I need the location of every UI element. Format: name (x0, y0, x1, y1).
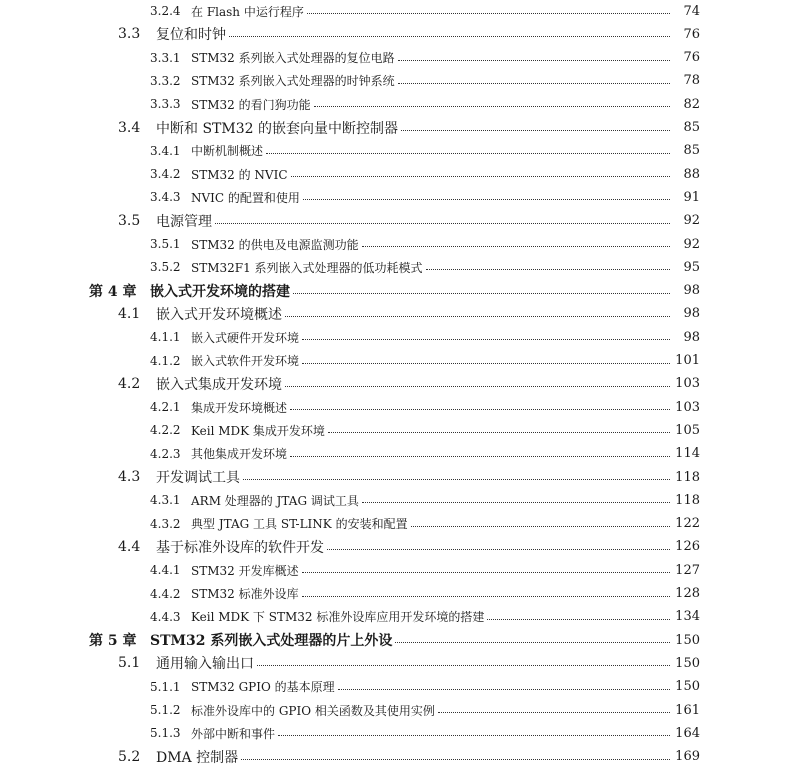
toc-entry-number: 4.2.1 (150, 400, 181, 415)
toc-entry-title: 嵌入式硬件开发环境 (191, 330, 300, 345)
toc-entry-title: 基于标准外设库的软件开发 (156, 539, 324, 556)
toc-entry-number: 3.5.2 (150, 260, 181, 275)
toc-entry-title: Keil MDK 下 STM32 标准外设库应用开发环境的搭建 (191, 610, 485, 625)
toc-leader-dots (266, 153, 670, 154)
toc-entry-page: 85 (683, 143, 700, 159)
toc-entry (0, 559, 792, 581)
toc-entry-number: 3.3.1 (150, 50, 181, 65)
toc-entry (0, 489, 792, 511)
toc-entry-page: 105 (675, 422, 700, 438)
toc-entry-number: 5.1 (118, 655, 141, 672)
toc-entry-number: 4.1 (118, 305, 141, 322)
toc-leader-dots (285, 386, 670, 387)
toc-entry (0, 47, 792, 69)
toc-entry (0, 466, 792, 488)
toc-entry-number: 3.2.4 (150, 4, 181, 18)
toc-entry-title: 开发调试工具 (156, 470, 240, 486)
toc-entry-title: STM32 的供电及电源监测功能 (191, 237, 359, 252)
toc-entry (0, 746, 792, 768)
toc-entry-number: 3.3.3 (150, 97, 181, 112)
toc-entry-page: 126 (675, 539, 700, 555)
toc-leader-dots (362, 502, 670, 503)
toc-entry-page: 92 (683, 236, 700, 252)
toc-entry-title: STM32 GPIO 的基本原理 (191, 680, 335, 695)
toc-entry (0, 163, 792, 185)
toc-entry (0, 186, 792, 208)
toc-leader-dots (243, 479, 670, 480)
toc-entry-number: 3.5.1 (150, 237, 181, 251)
toc-entry (0, 280, 792, 302)
toc-entry-number: 4.3.2 (150, 516, 181, 531)
toc-entry-page: 103 (675, 399, 700, 415)
toc-entry-title: 集成开发环境概述 (191, 400, 288, 415)
toc-leader-dots (293, 293, 670, 294)
toc-leader-dots (278, 735, 670, 736)
toc-leader-dots (398, 60, 670, 61)
toc-leader-dots (302, 572, 670, 573)
toc-entry-title: 通用输入输出口 (156, 656, 254, 673)
toc-leader-dots (302, 596, 670, 597)
toc-entry-number: 4.4.1 (150, 563, 181, 578)
toc-entry-page: 103 (675, 376, 700, 392)
toc-entry-page: 118 (675, 469, 700, 485)
toc-entry-title: Keil MDK 集成开发环境 (191, 423, 325, 438)
toc-entry (0, 233, 792, 255)
toc-entry-number: 4.4 (118, 538, 141, 555)
toc-entry-title: ARM 处理器的 JTAG 调试工具 (191, 493, 359, 508)
toc-entry-page: 76 (683, 26, 700, 42)
toc-entry (0, 140, 792, 162)
toc-entry (0, 70, 792, 92)
toc-entry-page: 127 (675, 562, 700, 578)
toc-entry-page: 161 (675, 702, 700, 718)
toc-leader-dots (241, 759, 670, 760)
toc-entry (0, 0, 792, 22)
toc-entry-page: 122 (675, 516, 700, 532)
toc-entry (0, 536, 792, 558)
toc-entry (0, 93, 792, 115)
toc-entry-number: 4.2.2 (150, 423, 181, 438)
toc-entry-number: 3.4.2 (150, 167, 181, 182)
toc-leader-dots (290, 409, 670, 410)
toc-entry-number: 3.4.3 (150, 190, 181, 205)
toc-entry-number: 4.4.2 (150, 586, 181, 601)
toc-entry-page: 150 (675, 655, 700, 671)
toc-entry-page: 98 (683, 329, 700, 345)
toc-entry-page: 85 (683, 120, 700, 135)
toc-entry (0, 303, 792, 325)
toc-entry-page: 150 (675, 632, 700, 648)
toc-entry (0, 117, 792, 139)
toc-entry-number: 4.3.1 (150, 493, 181, 508)
toc-entry-page: 78 (683, 73, 700, 89)
toc-entry-title: 复位和时钟 (156, 27, 226, 44)
toc-leader-dots (302, 363, 670, 364)
toc-entry-number: 4.3 (118, 469, 141, 485)
toc-leader-dots (257, 665, 670, 666)
toc-entry-page: 114 (675, 446, 700, 462)
toc-entry-number: 5.1.3 (150, 726, 181, 741)
toc-entry-title: 嵌入式软件开发环境 (191, 354, 300, 368)
toc-leader-dots (215, 223, 670, 224)
toc-entry-title: 嵌入式开发环境的搭建 (150, 283, 290, 300)
toc-entry (0, 722, 792, 744)
toc-leader-dots (426, 269, 670, 270)
toc-entry-title: 标准外设库中的 GPIO 相关函数及其使用实例 (191, 703, 435, 718)
toc-entry-title: 嵌入式开发环境概述 (156, 306, 282, 323)
toc-entry-number: 5.1.2 (150, 703, 181, 717)
toc-entry-title: STM32 系列嵌入式处理器的片上外设 (150, 633, 393, 650)
toc-entry-title: 嵌入式集成开发环境 (156, 376, 282, 393)
toc-entry-page: 101 (675, 353, 700, 368)
toc-entry-page: 91 (683, 189, 700, 205)
toc-leader-dots (314, 106, 670, 107)
toc-entry-title: STM32 的 NVIC (191, 167, 288, 182)
toc-leader-dots (398, 83, 670, 84)
toc-entry-page: 92 (683, 213, 700, 229)
toc-entry (0, 350, 792, 372)
toc-leader-dots (302, 339, 670, 340)
toc-leader-dots (229, 36, 670, 37)
toc-leader-dots (395, 642, 670, 643)
toc-leader-dots (487, 619, 670, 620)
toc-entry-title: 中断机制概述 (191, 144, 264, 159)
toc-leader-dots (362, 246, 670, 247)
toc-entry-page: 150 (675, 679, 700, 695)
toc-entry-number: 5.2 (118, 748, 141, 765)
toc-entry-page: 88 (683, 166, 700, 182)
toc-entry-title: 外部中断和事件 (191, 726, 276, 741)
toc-leader-dots (285, 316, 670, 317)
toc-leader-dots (307, 13, 670, 14)
toc-entry (0, 606, 792, 628)
toc-entry-title: STM32 系列嵌入式处理器的时钟系统 (191, 74, 395, 89)
toc-entry-page: 98 (683, 283, 700, 299)
toc-entry-page: 95 (683, 259, 700, 275)
toc-entry-page: 82 (683, 96, 700, 112)
toc-entry (0, 210, 792, 232)
toc-leader-dots (328, 432, 670, 433)
toc-entry-number: 5.1.1 (150, 679, 181, 694)
toc-leader-dots (327, 549, 670, 550)
toc-entry-title: STM32 系列嵌入式处理器的复位电路 (191, 51, 395, 66)
toc-leader-dots (411, 526, 670, 527)
toc-leader-dots (291, 176, 670, 177)
toc-entry (0, 396, 792, 418)
toc-entry-page: 128 (675, 586, 700, 601)
toc-entry-number: 4.4.3 (150, 609, 181, 624)
toc-entry-page: 118 (675, 492, 700, 508)
toc-entry-title: STM32 标准外设库 (191, 587, 299, 601)
toc-entry-title: NVIC 的配置和使用 (191, 190, 300, 205)
toc-entry-title: STM32 开发库概述 (191, 563, 299, 578)
toc-entry (0, 23, 792, 45)
toc-entry-title: 其他集成开发环境 (191, 447, 288, 462)
toc-leader-dots (438, 712, 670, 713)
toc-entry (0, 256, 792, 278)
toc-entry (0, 419, 792, 441)
toc-entry-page: 76 (683, 50, 700, 66)
toc-leader-dots (303, 199, 670, 200)
toc-leader-dots (401, 130, 670, 131)
toc-entry-number: 3.3 (118, 26, 141, 43)
toc-entry (0, 443, 792, 465)
toc-entry-page: 98 (683, 306, 700, 322)
toc-entry (0, 699, 792, 721)
toc-entry-page: 134 (675, 609, 700, 625)
toc-entry-number: 4.2 (118, 375, 141, 392)
toc-entry-number: 4.2.3 (150, 446, 181, 461)
toc-entry (0, 373, 792, 395)
toc-entry-number: 3.5 (118, 212, 141, 229)
toc-entry-title: STM32F1 系列嵌入式处理器的低功耗模式 (191, 260, 423, 275)
toc-entry-number: 第 4 章 (89, 283, 137, 300)
toc-entry (0, 583, 792, 605)
toc-entry (0, 326, 792, 348)
toc-entry (0, 629, 792, 651)
toc-entry (0, 513, 792, 535)
toc-entry-title: 在 Flash 中运行程序 (191, 4, 304, 19)
toc-entry-number: 3.4.1 (150, 143, 181, 158)
toc-entry-title: DMA 控制器 (156, 749, 239, 766)
toc-entry-page: 169 (675, 749, 700, 765)
toc-entry-title: STM32 的看门狗功能 (191, 97, 311, 112)
toc-entry-title: 电源管理 (156, 213, 212, 230)
toc-entry-page: 164 (675, 725, 700, 741)
toc-entry-number: 3.4 (118, 119, 141, 136)
toc-entry-title: 中断和 STM32 的嵌套向量中断控制器 (156, 120, 398, 137)
toc-entry-number: 4.1.1 (150, 330, 181, 345)
toc-leader-dots (338, 689, 670, 690)
toc-entry (0, 652, 792, 674)
toc-entry-number: 4.1.2 (150, 353, 181, 368)
toc-entry (0, 676, 792, 698)
toc-entry-title: 典型 JTAG 工具 ST-LINK 的安装和配置 (191, 517, 408, 532)
toc-leader-dots (290, 456, 670, 457)
toc-entry-number: 3.3.2 (150, 73, 181, 88)
toc-entry-page: 74 (683, 3, 700, 19)
toc-entry-number: 第 5 章 (89, 633, 137, 650)
